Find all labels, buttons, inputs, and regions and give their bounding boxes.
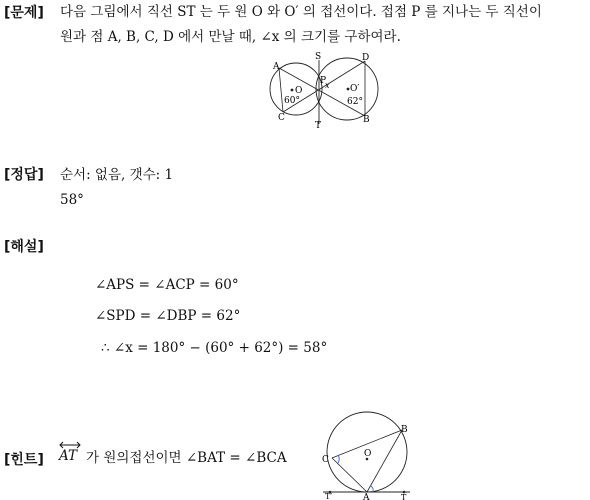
- chord-ac: [279, 68, 283, 112]
- explanation-label: [해설]: [4, 239, 44, 255]
- angle-label-62: 62°: [347, 97, 363, 107]
- label-o-hint: O: [364, 449, 372, 459]
- answer-meta: 순서: 없음, 갯수: 1: [60, 167, 174, 183]
- angle-mark-a: [371, 486, 373, 492]
- hint-text: 가 원의접선이면 ∠BAT = ∠BCA: [86, 450, 287, 466]
- explanation-line-2: ∠SPD = ∠DBP = 62°: [95, 308, 241, 324]
- explanation-line-3: ∴ ∠x = 180° − (60° + 62°) = 58°: [101, 340, 328, 356]
- label-b: B: [363, 115, 370, 125]
- label-x: x: [325, 81, 330, 90]
- problem-line-2: 원과 점 A, B, C, D 에서 만날 때, ∠x 의 크기를 구하여라.: [60, 29, 401, 45]
- label-o: O: [295, 86, 303, 96]
- label-b-hint: B: [401, 425, 408, 435]
- problem-label: [문제]: [4, 5, 44, 21]
- label-p: P: [320, 76, 327, 86]
- angle-label-60: 60°: [284, 96, 300, 106]
- label-t-hint: T: [401, 493, 407, 500]
- label-t-prime: T′: [325, 492, 333, 500]
- hint-label: [힌트]: [4, 452, 44, 468]
- label-s: S: [315, 52, 322, 62]
- label-c: C: [278, 113, 285, 123]
- explanation-line-1: ∠APS = ∠ACP = 60°: [95, 277, 239, 293]
- center-o-dot: [291, 89, 294, 92]
- label-a: A: [273, 62, 280, 72]
- label-a-hint: A: [363, 493, 370, 500]
- tangent-circles-figure: [262, 48, 387, 130]
- label-d: D: [362, 53, 370, 63]
- angle-mark-c: [338, 455, 339, 463]
- label-c-hint: C: [322, 455, 329, 465]
- chord-ca: [332, 458, 367, 492]
- tangent-chord-figure: [318, 408, 413, 500]
- answer-label: [정답]: [4, 167, 44, 183]
- chord-ab: [367, 430, 402, 492]
- label-t: T: [315, 121, 322, 130]
- problem-line-1: 다음 그림에서 직선 ST 는 두 원 O 와 O′ 의 접선이다. 접점 P 를 지나는 두 직선이: [60, 4, 542, 20]
- label-o-prime: O′: [350, 84, 360, 94]
- arrow-label: AT: [59, 448, 78, 464]
- answer-value: 58°: [60, 192, 84, 208]
- center-o-prime-dot: [347, 88, 350, 91]
